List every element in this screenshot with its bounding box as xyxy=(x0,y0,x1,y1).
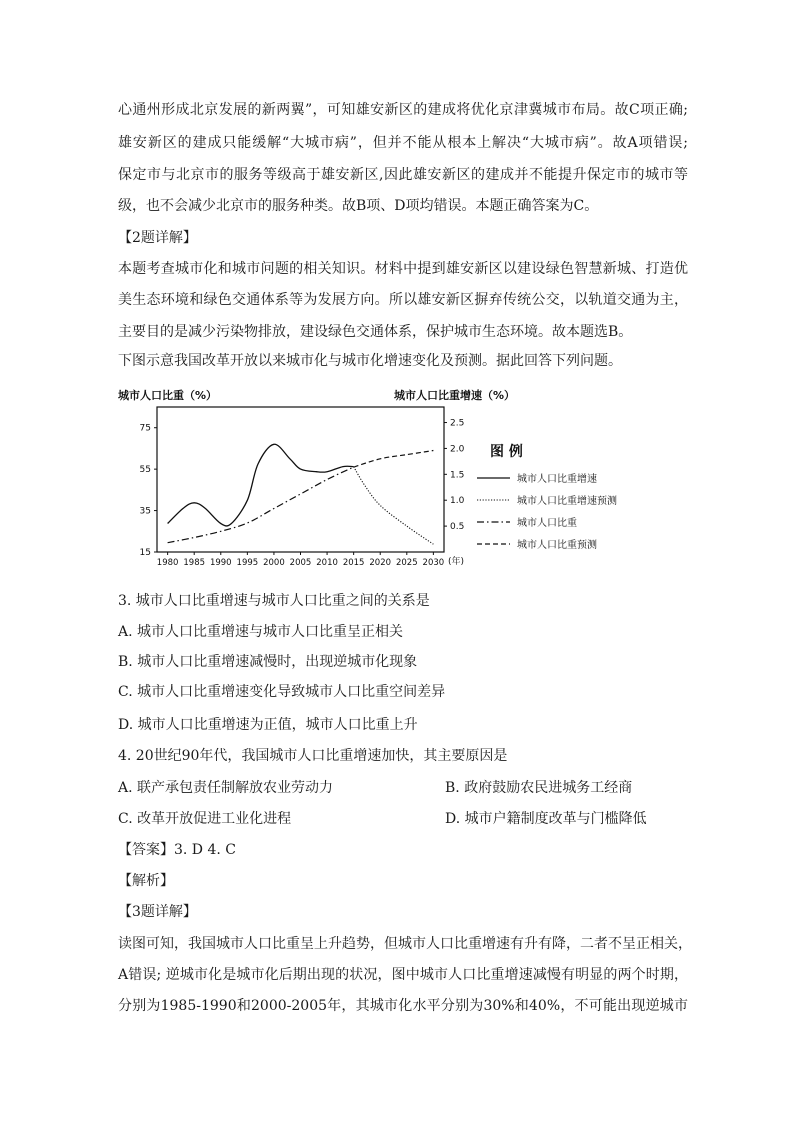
y-right-tick-label: 0.5 xyxy=(450,522,465,533)
x-tick-label: 2025 xyxy=(395,558,418,568)
series-line xyxy=(354,451,434,468)
option-3b: B. 城市人口比重增速减慢时，出现逆城市化现象 xyxy=(118,654,418,670)
x-tick-label: 1990 xyxy=(209,558,232,568)
legend-title: 图 例 xyxy=(490,444,523,460)
option-4d: D. 城市户籍制度改革与门槛降低 xyxy=(445,811,647,827)
x-tick-label: 2015 xyxy=(342,558,365,568)
series-line xyxy=(168,444,354,526)
text-line: 读图可知，我国城市人口比重呈上升趋势，但城市人口比重增速有升有降，二者不呈正相关， xyxy=(118,936,692,952)
y-right-tick-label: 2.0 xyxy=(450,444,465,455)
legend-label: 城市人口比重预测 xyxy=(517,540,597,551)
y-left-tick-label: 15 xyxy=(139,548,151,558)
answer-line: 【答案】3. D 4. C xyxy=(118,842,237,858)
left-axis-title: 城市人口比重（%） xyxy=(118,389,218,402)
legend-label: 城市人口比重 xyxy=(517,518,577,529)
option-4b: B. 政府鼓励农民进城务工经商 xyxy=(445,780,633,796)
question-4: 4. 20世纪90年代，我国城市人口比重增速加快，其主要原因是 xyxy=(118,748,508,764)
legend-label: 城市人口比重增速 xyxy=(517,474,597,485)
y-right-tick-label: 1.5 xyxy=(450,470,465,481)
text-line: 主要目的是减少污染物排放，建设绿色交通体系，保护城市生态环境。故本题选B。 xyxy=(118,324,633,340)
x-tick-label: 1985 xyxy=(183,558,206,568)
x-tick-label: 2020 xyxy=(369,558,392,568)
x-tick-label: 2030 xyxy=(422,558,445,568)
urbanization-chart xyxy=(112,380,692,575)
y-left-tick-label: 75 xyxy=(139,423,151,434)
x-tick-label: 2010 xyxy=(316,558,338,568)
option-3a: A. 城市人口比重增速与城市人口比重呈正相关 xyxy=(118,624,404,640)
text-line: A错误; 逆城市化是城市化后期出现的状况，图中城市人口比重增速减慢有明显的两个时期， xyxy=(118,967,688,983)
text-line: 本题考查城市化和城市问题的相关知识。材料中提到雄安新区以建设绿色智慧新城、打造优 xyxy=(118,261,688,277)
legend-label: 城市人口比重增速预测 xyxy=(517,496,617,507)
option-4c: C. 改革开放促进工业化进程 xyxy=(118,811,292,827)
series-line xyxy=(354,467,434,545)
question-3: 3. 城市人口比重增速与城市人口比重之间的关系是 xyxy=(118,593,430,609)
option-4a: A. 联产承包责任制解放农业劳动力 xyxy=(118,780,334,796)
plot-frame xyxy=(157,407,444,552)
y-right-tick-label: 2.5 xyxy=(450,418,465,429)
text-line: 分别为1985-1990和2000-2005年，其城市化水平分别为30%和40%，不可能出现逆城市 xyxy=(118,998,688,1014)
x-unit-label: (年) xyxy=(448,557,465,567)
text-line: 保定市与北京市的服务等级高于雄安新区,因此雄安新区的建成并不能提升保定市的城市等 xyxy=(118,167,688,183)
y-right-tick-label: 1.0 xyxy=(450,496,465,507)
text-line: 雄安新区的建成只能缓解“大城市病”，但并不能从根本上解决“大城市病”。故A项错误; xyxy=(118,135,688,151)
x-tick-label: 2005 xyxy=(289,558,312,568)
y-left-tick-label: 55 xyxy=(139,465,151,476)
text-line: 美生态环境和绿色交通体系等为发展方向。所以雄安新区摒弃传统公交，以轨道交通为主， xyxy=(118,292,688,308)
x-tick-label: 1995 xyxy=(236,558,259,568)
y-left-tick-label: 35 xyxy=(139,506,151,517)
x-tick-label: 1980 xyxy=(156,558,179,568)
question-intro: 下图示意我国改革开放以来城市化与城市化增速变化及预测。据此回答下列问题。 xyxy=(118,353,622,369)
right-axis-title: 城市人口比重增速（%） xyxy=(394,389,516,402)
option-3c: C. 城市人口比重增速变化导致城市人口比重空间差异 xyxy=(118,684,446,700)
section-heading: 【2题详解】 xyxy=(118,230,197,246)
text-line: 级，也不会减少北京市的服务种类。故B项、D项均错误。本题正确答案为C。 xyxy=(118,198,599,214)
series-line xyxy=(168,467,354,543)
option-3d: D. 城市人口比重增速为正值，城市人口比重上升 xyxy=(118,717,418,733)
section-heading: 【3题详解】 xyxy=(118,904,197,920)
text-line: 心通州形成北京发展的新两翼”，可知雄安新区的建成将优化京津冀城市布局。故C项正确; xyxy=(118,102,688,118)
x-tick-label: 2000 xyxy=(263,558,285,568)
analysis-heading: 【解析】 xyxy=(118,873,174,889)
